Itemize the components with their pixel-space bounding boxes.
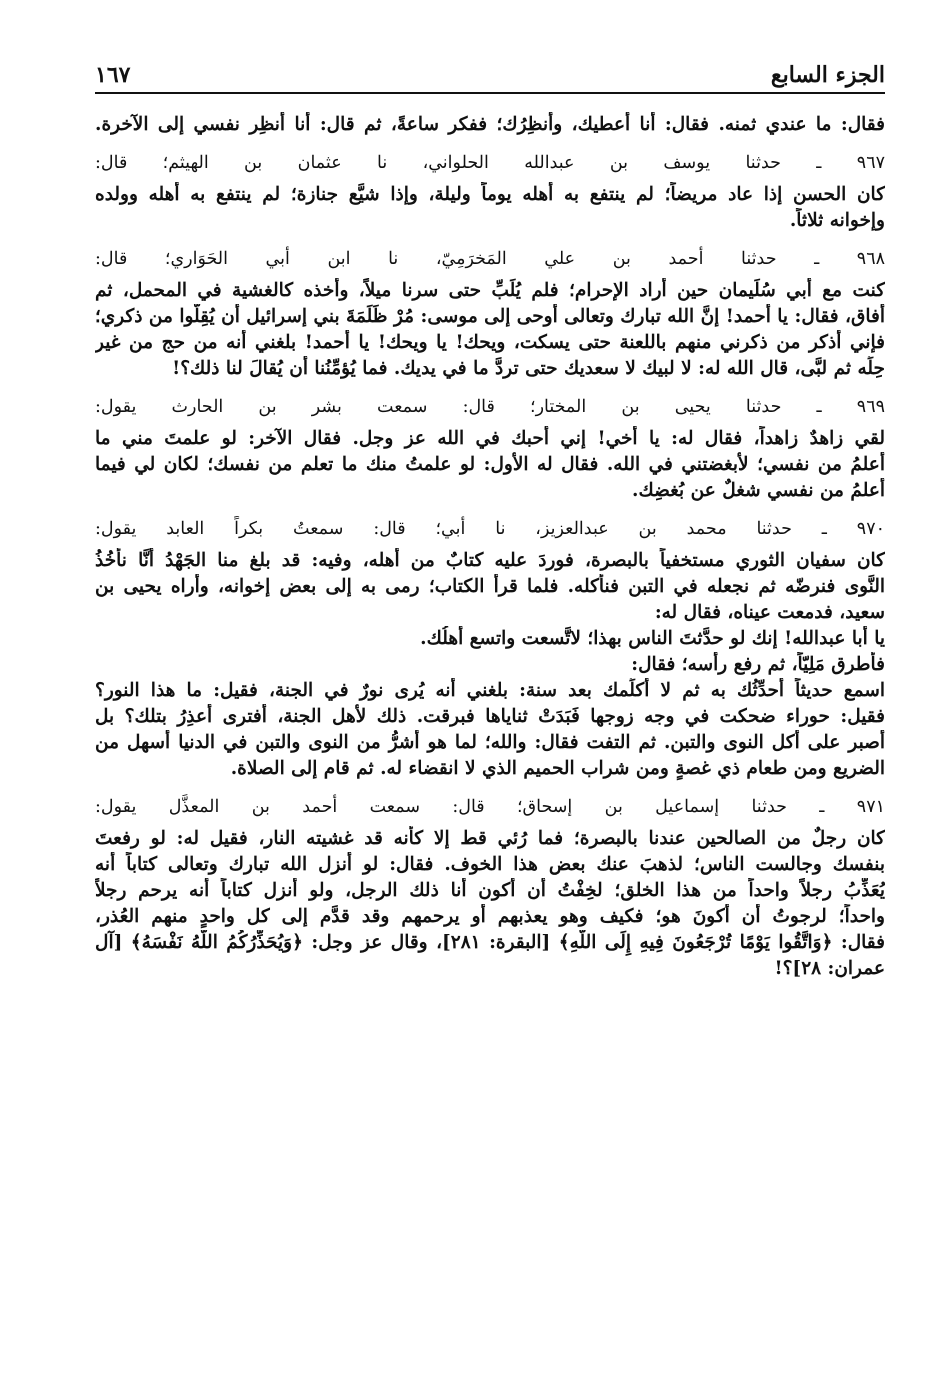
text-line: عمران: ٢٨]؟!	[774, 958, 885, 979]
text-line: فقيل: حوراء ضحكت في وجه زوجها فَبَدَتْ ثناياها فبرقت. ذلك لأهل الجنة، أفترى أعذِرُ بتلك؟ بل	[95, 706, 885, 727]
narration-chain-969: ٩٦٩ ـ حدثنا يحيى بن المختار؛ قال: سمعت بشر بن الحارث يقول:	[95, 397, 885, 417]
text-line: يُعَذِّبُ رجلاً واحداً من هذا الخلق؛ لخِفْتُ أن أكون أنا ذلك الرجل، ولو أنزل كتاباً أنه يرحم رجلاً	[95, 880, 885, 901]
text-line: كان سفيان الثوري مستخفياً بالبصرة، فوردَ عليه كتابٌ من أهله، وفيه: قد بلغ منا الجَهْدُ أنَّا نأخُذُ	[95, 550, 885, 571]
text-line: اسمع حديثاً أحدِّثُك به ثم لا أكلِّمك بعد سنة: بلغني أنه يُرى نورٌ في الجنة، فقيل: ما هذا النور؟	[95, 680, 885, 701]
text-line: فإني أذكر من ذكرني منهم باللعنة حتى يسكت، ويحك! يا ويحك! يا أحمد! بلغني أنه من حج من غير	[95, 332, 885, 353]
text-line: بنفسك وجالست الناس؛ لذهبَ عنك بعض هذا الخوف. فقال: لو أنزل الله تبارك وتعالى كتاباً أنه	[95, 854, 885, 875]
text-line: حِلِّه ثم لبَّى، قال الله له: لا لبيك لا سعديك حتى تردَّ ما في يديك. فما يُؤمِّنُنا أن يُقالَ لنا ذلك؟!	[172, 358, 885, 379]
text-line: يا أبا عبدالله! إنك لو حدَّثتَ الناس بهذا؛ لاتَّسعت واتسع أهلُك.	[420, 628, 885, 649]
narration-chain-967: ٩٦٧ ـ حدثنا يوسف بن عبدالله الحلواني، نا عثمان بن الهيثم؛ قال:	[95, 153, 885, 173]
text-line: كنت مع أبي سُلَيمان حين أراد الإحرام؛ فلم يُلَبِّ حتى سرنا ميلاً، وأخذه كالغشية في المحمل، ثم	[95, 280, 885, 301]
text-line: أعلمُ من نفسي؛ لأبغضتني في الله. فقال له الأول: لو علمتُ منك ما تعلم من نفسك؛ لكان لي فيما	[95, 454, 885, 475]
text-line: لقي زاهدٌ زاهداً، فقال له: يا أخي! إني أحبك في الله عز وجل. فقال الآخر: لو علمتَ مني ما	[95, 428, 885, 449]
text-line: كان رجلٌ من الصالحين عندنا بالبصرة؛ فما رُئي قط إلا كأنه قد غشيته النار، فقيل له: لو رفعتَ	[95, 828, 885, 849]
page-body	[95, 112, 885, 1371]
running-title: الجزء السابع	[770, 62, 885, 88]
narration-chain-971: ٩٧١ ـ حدثنا إسماعيل بن إسحاق؛ قال: سمعت أحمد بن المعذَّل يقول:	[95, 797, 885, 817]
text-line: النَّوى فنرضّه ثم نجعله في التبن فنأكله. فلما قرأ الكتاب؛ رمى به إلى بعض إخوانه، وأراه يحيى بن	[95, 576, 885, 597]
text-line: وإخوانه ثلاثاً.	[789, 210, 885, 231]
text-line: فقال: ﴿وَاتَّقُوا يَوْمًا تُرْجَعُونَ فِيهِ إِلَى اللَّهِ﴾ [البقرة: ٢٨١]، وقال عز وجل: ﴿وَيُحَذِّرُكُمُ اللَّهُ نَفْسَهُ﴾ [آل	[95, 932, 885, 953]
text-line: الضريع ومن طعام ذي غصةٍ ومن شراب الحميم الذي لا انقضاء له. ثم قام إلى الصلاة.	[230, 758, 885, 779]
text-line: فقال: ما عندي ثمنه. فقال: أنا أعطيك، وأُنظِرُك؛ ففكر ساعةً، ثم قال: أنا أُنظِر نفسي إلى الآخرة.	[95, 114, 885, 135]
narration-chain-968: ٩٦٨ ـ حدثنا أحمد بن علي المَخرَمِيّ، نا ابن أبي الحَوَاري؛ قال:	[95, 249, 885, 269]
page-header	[95, 52, 885, 94]
text-line: أعلمُ من نفسي شغلٌ عن بُغضِك.	[632, 480, 885, 501]
text-line: سعيد، فدمعت عيناه، فقال له:	[654, 602, 885, 623]
text-line: واحداً؛ لرجوتُ أن أكونَ هو؛ فكيف وهو يعذبهم أو يرحمهم وقد قدَّم إلى كل واحدٍ منهم العُذر،	[95, 906, 885, 927]
text-line: كان الحسن إذا عاد مريضاً؛ لم ينتفع به أهله يوماً وليلة، وإذا شيَّع جنازة؛ لم ينتفع به أهله وولده	[95, 184, 885, 205]
text-line: فأطرق مَلِيّاً، ثم رفع رأسه؛ فقال:	[631, 654, 885, 675]
narration-chain-970: ٩٧٠ ـ حدثنا محمد بن عبدالعزيز، نا أبي؛ قال: سمعتُ بكراً العابد يقول:	[95, 519, 885, 539]
page-number: ١٦٧	[95, 62, 131, 88]
text-line: أفاق، فقال: يا أحمد! إنَّ الله تبارك وتعالى أوحى إلى موسى: مُرْ ظَلَمَةَ بني إسرائيل أن يُقِلُّوا من ذكري؛	[95, 306, 885, 327]
text-line: أصبر على أكل النوى والتبن. ثم التفت فقال: والله؛ لما هو أشرُّ من النوى والتبن في الدنيا أسهل من	[95, 732, 885, 753]
